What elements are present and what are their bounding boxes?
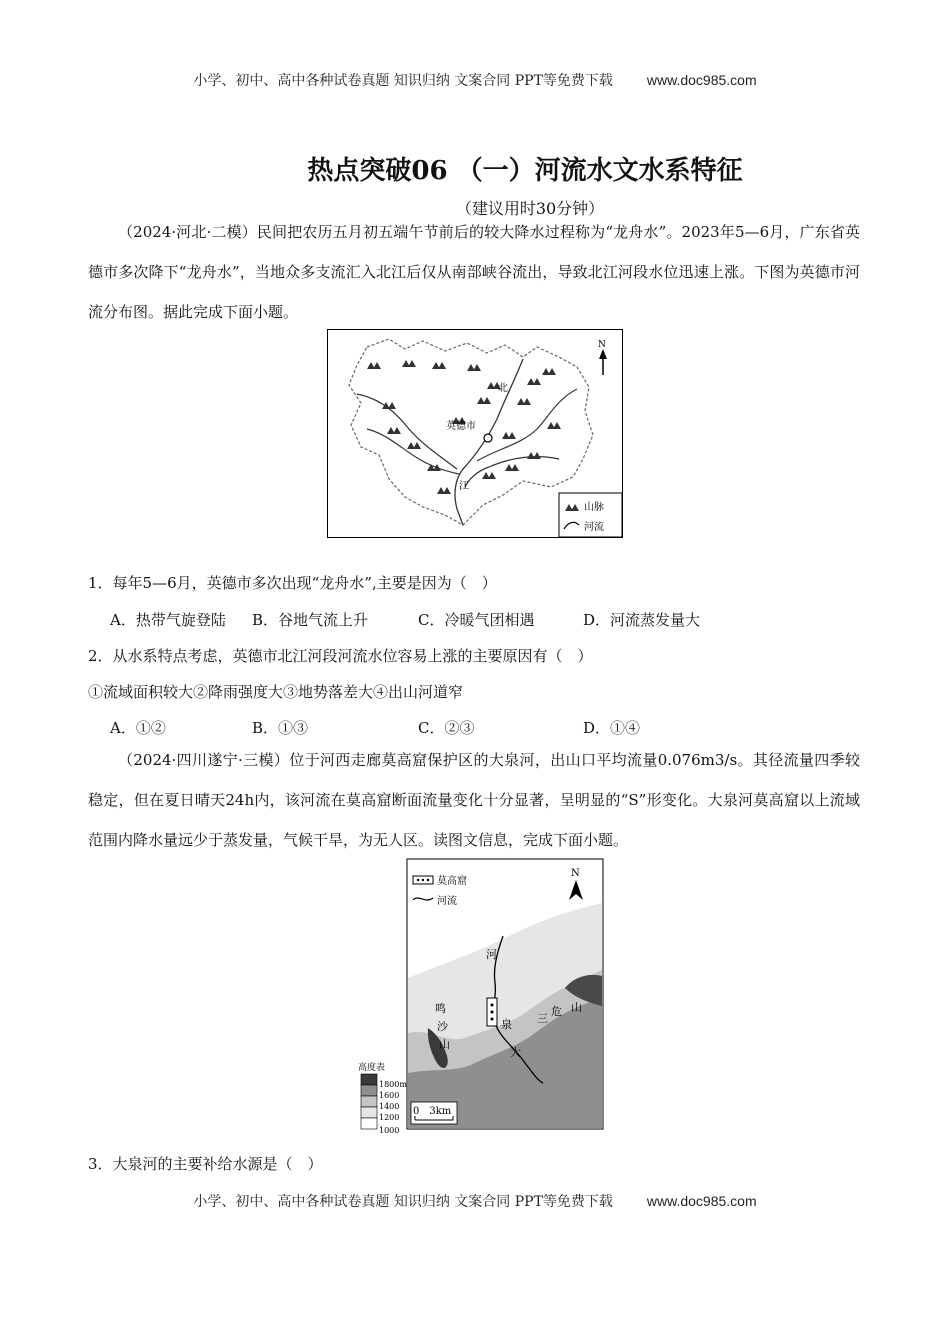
map2-elev-1800: 1800m	[379, 1080, 407, 1089]
map1-legend-mountain: 山脉	[584, 502, 604, 513]
map2-legend-river: 河流	[437, 896, 457, 907]
map2-label-ming: 鸣	[435, 1002, 446, 1015]
map2-label-wei: 危	[551, 1005, 562, 1018]
question-3-stem: 3．大泉河的主要补给水源是（ ）	[88, 1155, 323, 1173]
map2-north-label: N	[571, 868, 580, 879]
page-subtitle: （建议用时30分钟）	[455, 199, 605, 218]
map2-elev-title: 高度表	[358, 1063, 386, 1073]
map1-river-char-2: 江	[459, 481, 469, 492]
map1-river-char-1: 北	[498, 383, 508, 394]
map2-elev-1400: 1400	[379, 1102, 400, 1111]
q1-option-b[interactable]: B．谷地气流上升	[252, 611, 369, 629]
question-2-stem: 2．从水系特点考虑，英德市北江河段河流水位容易上涨的主要原因有（ ）	[88, 647, 593, 665]
header-site[interactable]: www.doc985.com	[646, 72, 757, 88]
map2-elev-1600: 1600	[379, 1091, 400, 1100]
map2-scale-label: 0 3km	[413, 1106, 452, 1117]
footer-site[interactable]: www.doc985.com	[646, 1193, 757, 1209]
map2-label-quan: 泉	[501, 1018, 512, 1031]
question-2-items: ①流域面积较大②降雨强度大③地势落差大④出山河道窄	[88, 683, 464, 701]
footer-text: 小学、初中、高中各种试卷真题 知识归纳 文案合同 PPT等免费下载	[193, 1194, 613, 1210]
map2-label-shan-2: 山	[571, 1001, 582, 1014]
page-header	[0, 70, 950, 90]
q2-option-d[interactable]: D．①④	[583, 719, 641, 737]
q2-option-a[interactable]: A．①②	[110, 719, 166, 737]
map1-city-label: 英德市	[446, 421, 476, 432]
map2-legend-cave: 莫高窟	[437, 876, 467, 887]
map2-elev-1000: 1000	[379, 1126, 400, 1135]
q2-option-b[interactable]: B．①③	[252, 719, 309, 737]
map2-label-san: 三	[537, 1012, 548, 1025]
header-text: 小学、初中、高中各种试卷真题 知识归纳 文案合同 PPT等免费下载	[193, 73, 613, 89]
intro-paragraph-1: （2024·河北·二模）民间把农历五月初五端午节前后的较大降水过程称为“龙舟水”。2023年5—6月，广东省英德市多次降下“龙舟水”，当地众多支流汇入北江后仅从南部峡谷流出，导致北江河段水位迅速上涨。下图为英德市河流分布图。据此完成下面小题。	[88, 223, 860, 321]
q2-option-c[interactable]: C．②③	[418, 719, 475, 737]
yingde-river-map	[327, 329, 623, 538]
map2-elev-1200: 1200	[379, 1113, 400, 1122]
map2-label-he: 河	[486, 948, 497, 961]
q1-option-c[interactable]: C．冷暖气团相遇	[418, 611, 535, 629]
map2-label-da: 大	[510, 1046, 521, 1059]
question-1-stem: 1．每年5—6月，英德市多次出现“龙舟水”,主要是因为（ ）	[88, 574, 497, 592]
q1-option-a[interactable]: A．热带气旋登陆	[110, 611, 226, 629]
page-title: 热点突破06 （一）河流水文水系特征	[307, 156, 743, 186]
daquan-river-map	[355, 858, 605, 1136]
map2-label-sha: 沙	[437, 1020, 448, 1033]
map1-north-label: N	[598, 340, 606, 350]
map2-label-shan-1: 山	[439, 1038, 450, 1051]
page-footer	[0, 1191, 950, 1211]
q1-option-d[interactable]: D．河流蒸发量大	[583, 611, 701, 629]
map1-legend-river: 河流	[584, 522, 604, 533]
intro-paragraph-2: （2024·四川遂宁·三模）位于河西走廊莫高窟保护区的大泉河，出山口平均流量0.076m3/s。其径流量四季较稳定，但在夏日晴天24h内，该河流在莫高窟断面流量变化十分显著，呈明显的“S”形变化。大泉河莫高窟以上流域范围内降水量远少于蒸发量，气候干旱，为无人区。读图文信息，完成下面小题。	[88, 751, 860, 849]
